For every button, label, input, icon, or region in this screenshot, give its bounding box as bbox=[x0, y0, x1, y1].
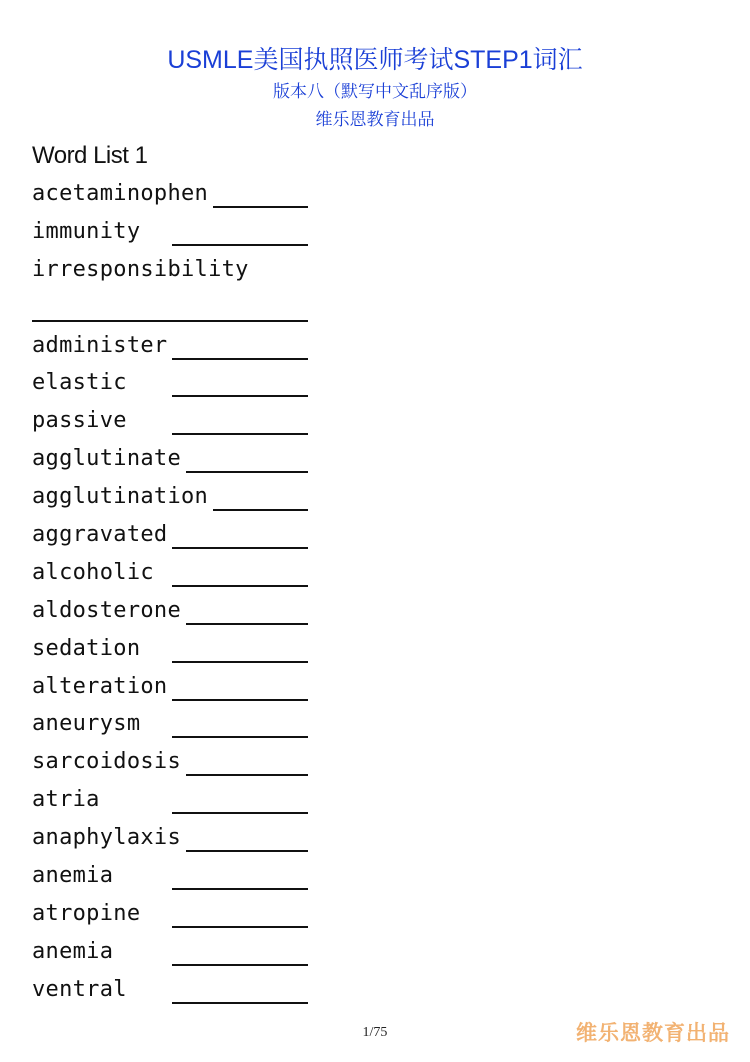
answer-blank[interactable] bbox=[172, 244, 308, 246]
page-number: 1/75 bbox=[362, 1025, 388, 1040]
vocab-word: agglutinate bbox=[32, 446, 181, 472]
word-row bbox=[32, 858, 332, 896]
answer-blank[interactable] bbox=[186, 850, 308, 852]
answer-blank[interactable] bbox=[172, 926, 308, 928]
word-row bbox=[32, 328, 332, 366]
vocab-word: atria bbox=[32, 787, 100, 813]
vocab-word: sarcoidosis bbox=[32, 749, 181, 775]
vocab-word: immunity bbox=[32, 218, 141, 244]
vocab-word: aneurysm bbox=[32, 711, 141, 737]
answer-blank[interactable] bbox=[186, 471, 308, 473]
vocab-word: administer bbox=[32, 332, 168, 358]
answer-blank[interactable] bbox=[172, 395, 308, 397]
publisher-line: 维乐恩教育出品 bbox=[315, 110, 435, 130]
vocab-word: anemia bbox=[32, 938, 114, 964]
document-subtitle: 版本八（默写中文乱序版） bbox=[273, 82, 477, 102]
answer-blank[interactable] bbox=[213, 206, 308, 208]
word-row bbox=[32, 896, 332, 934]
word-row bbox=[32, 555, 332, 593]
vocab-word: ventral bbox=[32, 976, 127, 1002]
answer-blank[interactable] bbox=[172, 661, 308, 663]
vocab-word: elastic bbox=[32, 370, 127, 396]
answer-blank[interactable] bbox=[172, 812, 308, 814]
word-row bbox=[32, 252, 332, 328]
answer-blank[interactable] bbox=[32, 320, 308, 322]
vocab-word: sedation bbox=[32, 635, 141, 661]
word-list-heading: Word List 1 bbox=[32, 142, 148, 169]
word-list bbox=[32, 176, 332, 1010]
answer-blank[interactable] bbox=[172, 888, 308, 890]
word-row bbox=[32, 706, 332, 744]
word-row bbox=[32, 820, 332, 858]
word-row bbox=[32, 593, 332, 631]
vocab-word: aggravated bbox=[32, 522, 168, 548]
vocab-word: anaphylaxis bbox=[32, 825, 181, 851]
answer-blank[interactable] bbox=[186, 623, 308, 625]
vocab-word: irresponsibility bbox=[32, 256, 249, 282]
vocab-word: acetaminophen bbox=[32, 181, 209, 206]
word-row bbox=[32, 934, 332, 972]
word-row bbox=[32, 214, 332, 252]
vocab-word: aldosterone bbox=[32, 597, 181, 623]
word-row bbox=[32, 744, 332, 782]
answer-blank[interactable] bbox=[186, 774, 308, 776]
answer-blank[interactable] bbox=[172, 1002, 308, 1004]
word-row bbox=[32, 365, 332, 403]
vocab-word: anemia bbox=[32, 863, 114, 889]
answer-blank[interactable] bbox=[172, 433, 308, 435]
word-row bbox=[32, 441, 332, 479]
word-row bbox=[32, 631, 332, 669]
answer-blank[interactable] bbox=[213, 509, 308, 511]
answer-blank[interactable] bbox=[172, 699, 308, 701]
vocab-word: agglutination bbox=[32, 484, 209, 510]
vocab-word: atropine bbox=[32, 900, 141, 926]
word-row bbox=[32, 403, 332, 441]
document-title: USMLE美国执照医师考试STEP1词汇 bbox=[167, 46, 583, 74]
answer-blank[interactable] bbox=[172, 964, 308, 966]
word-row bbox=[32, 517, 332, 555]
word-row bbox=[32, 782, 332, 820]
answer-blank[interactable] bbox=[172, 585, 308, 587]
word-row bbox=[32, 669, 332, 707]
watermark-logo: 维乐恩教育出品 bbox=[576, 1021, 730, 1045]
word-row bbox=[32, 972, 332, 1010]
word-row bbox=[32, 479, 332, 517]
answer-blank[interactable] bbox=[172, 358, 308, 360]
vocab-word: passive bbox=[32, 408, 127, 434]
answer-blank[interactable] bbox=[172, 736, 308, 738]
word-row bbox=[32, 176, 332, 214]
vocab-word: alteration bbox=[32, 673, 168, 699]
answer-blank[interactable] bbox=[172, 547, 308, 549]
vocab-word: alcoholic bbox=[32, 559, 154, 585]
